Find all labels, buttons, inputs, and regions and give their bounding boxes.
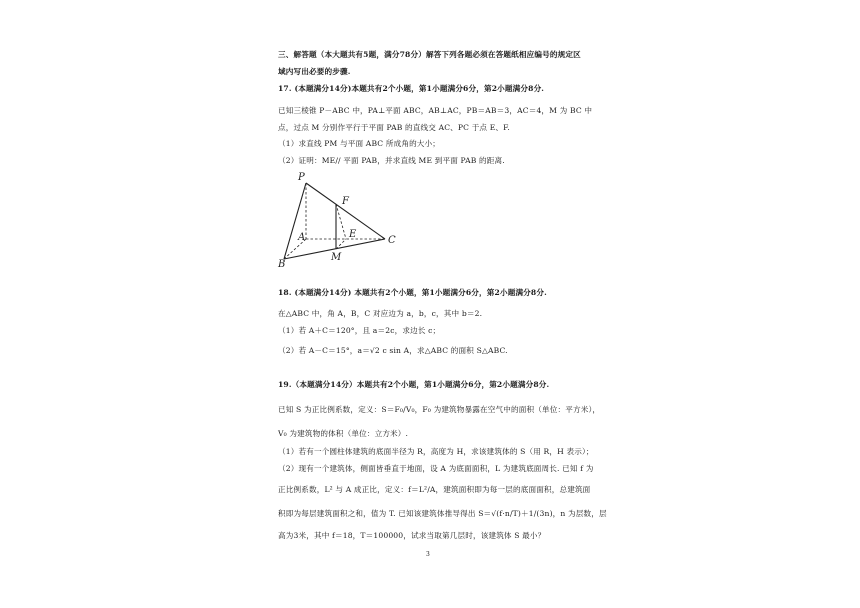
q18-header: 18. (本题满分14分) 本题共有2个小题，第1小题满分6分，第2小题满分8分. [278, 288, 547, 297]
q19-header: 19.（本题满分14分）本题共有2个小题，第1小题满分6分，第2小题满分8分. [278, 380, 550, 389]
q17-line1: 已知三棱锥 P－ABC 中，PA⊥平面 ABC，AB⊥AC，PB＝AB＝3，AC＝4，M 为 BC 中 [278, 106, 593, 115]
q17-sub2: （2）证明：ME// 平面 PAB，并求直线 ME 到平面 PAB 的距离. [278, 156, 505, 165]
q17-sub1: （1）求直线 PM 与平面 ABC 所成角的大小； [278, 139, 441, 148]
q18-sub1: （1）若 A＋C＝120°，且 a＝2c，求边长 c； [278, 326, 441, 335]
page-number: 3 [426, 551, 430, 558]
edge-PB [284, 183, 306, 259]
q19-sub2-line2: 正比例系数，L² 与 A 成正比，定义：f＝L²/A，建筑面积即为每一层的底面面积，总建筑面 [278, 485, 591, 494]
label-P: P [298, 172, 305, 183]
q19-sub2-line3: 积即为每层建筑面积之和，值为 T. 已知该建筑体推导得出 S＝√(f·n/T)＋1/(3n)，n 为层数，层 [278, 509, 607, 518]
q19-sub1: （1）若有一个圆柱体建筑的底面半径为 R，高度为 H，求该建筑体的 S（用 R，H 表示）； [278, 447, 594, 456]
q18-line1: 在△ABC 中，角 A，B，C 对应边为 a，b，c，其中 b＝2. [278, 309, 483, 318]
q19-line2: V₀ 为建筑物的体积（单位：立方米）. [278, 429, 409, 438]
q17-line2: 点，过点 M 分别作平行于平面 PAB 的直线交 AC、PC 于点 E、F. [278, 123, 510, 132]
label-C: C [388, 235, 396, 246]
label-B: B [278, 259, 286, 270]
q17-header: 17. (本题满分14分)本题共有2个小题，第1小题满分6分，第2小题满分8分. [278, 84, 545, 93]
label-F: F [342, 196, 349, 207]
label-M: M [331, 252, 342, 263]
section-heading-line2: 域内写出必要的步骤. [278, 67, 351, 76]
edge-PC [306, 183, 385, 239]
q19-sub2-line1: （2）现有一个建筑体，侧面皆垂直于地面，设 A 为底面面积，L 为建筑底面周长. 已知 f 为 [278, 464, 594, 473]
tetrahedron-figure [270, 168, 410, 270]
edge-FE-hidden [336, 204, 346, 239]
label-A: A [298, 232, 306, 243]
q19-line1: 已知 S 为正比例系数，定义：S＝F₀/V₀，F₀ 为建筑物暴露在空气中的面积（单位：平方米）， [278, 405, 601, 414]
label-E: E [349, 229, 357, 240]
q18-sub2: （2）若 A－C＝15°，a＝√2 c sin A，求△ABC 的面积 S△ABC. [278, 346, 508, 355]
section-heading-line1: 三、解答题（本大题共有5题，满分78分）解答下列各题必须在答题纸相应编号的规定区 [278, 50, 581, 59]
q19-sub2-line4: 高为3米，其中 f＝18，T＝100000，试求当取第几层时，该建筑体 S 最小？ [278, 531, 546, 540]
